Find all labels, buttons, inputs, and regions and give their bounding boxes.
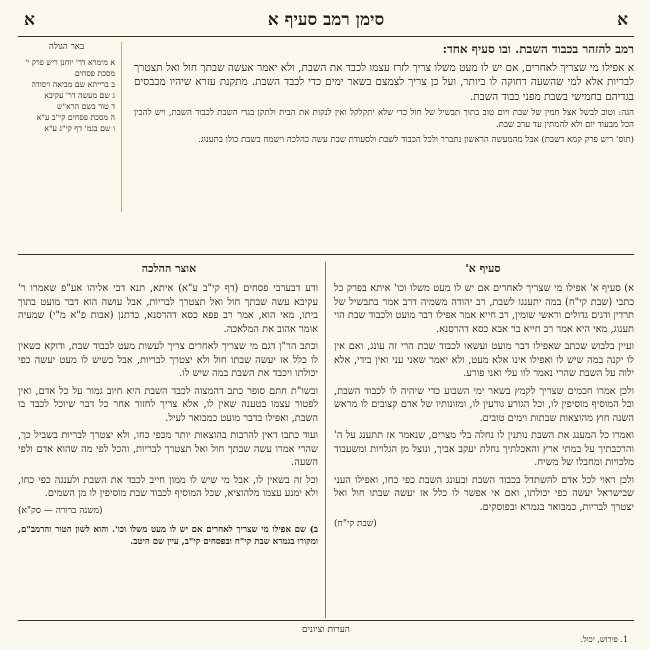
commentary-paragraph: ולכן אמרו חכמים שצריך לקמץ בשאר ימי השבוע כדי שיהיה לו לכבוד השבת, וכל המוסיף מוסיפין לו, וכל הגורע גורעין לו, ומזונותיו של אדם קצובים לו מראש השנה חוץ מהוצאות שבתות וימים טובים.	[334, 385, 634, 424]
baer-note: ה מסכת פסחים קי"ב ע"א	[36, 113, 115, 122]
footer-title: הערות וציונים	[302, 625, 350, 635]
baer-hagolah-column	[18, 42, 122, 212]
commentary-paragraph: א) סעיף א' אפילו מי שצריך לאחרים אם יש לו מעט משלו וכו' איתא בפרק כל כתבי (שבת קי"ח) במה יתענגו לשבת, רב יהודה משמיה דרב אמר בתבשיל של תרדין ודגים גדולים וראשי שומין, רב חייא אמר אפילו דבר מועט ולכבוד שבת הוי תענוג, מאי היא אמר רב חייא בר אבא כסא דהרסנא.	[334, 283, 634, 335]
page-header	[18, 6, 634, 37]
baer-note: ב ברייתא שם מביאה ויסודה	[31, 80, 115, 89]
gloss-paragraph: (תוס' ריש פרק קמא דשבת) אבל מהמעשה הראשון נתברר ולכל הכבוד לשבת ולסעודת שבת עשה כהלכה וישמח בשבת כולו בתענוג.	[198, 135, 634, 146]
page-footer	[18, 620, 634, 647]
commentary-paragraph: וכל זה בשאין לו, אבל מי שיש לו ממון חייב לכבד את השבת ולענגה כפי כחו, ולא ימנע עצמו מלהוציא, שכל המוסיף לכבוד שבת מוסיפין לו מן השמים.	[18, 474, 318, 499]
baer-note: ו שם בגמ' דף קי"ג ע"א	[44, 124, 115, 133]
commentary-paragraph: ואמרו כל המענג את השבת נותנין לו נחלה בלי מצרים, שנאמר אז תתענג על ה' והרכבתיך על במתי ארץ והאכלתיך נחלת יעקב אביך, ונוצל מן הגלויות ומשעבוד מלכויות ומחבלו של משיח.	[334, 430, 634, 468]
section-divider	[18, 254, 634, 255]
right-commentary-column	[334, 282, 634, 619]
commentary-citation: (משנה ברורה — סק"א)	[18, 505, 103, 516]
baer-hagolah-title: באר הגולה	[48, 42, 85, 52]
baer-note: א מימרא דר' יוחנן ריש פרק י' מסכת פסחים	[25, 58, 115, 78]
commentary-paragraph: וכתב הר"ן דגם מי שצריך לאחרים צריך לעשות מעט לכבוד שבת, ודוקא כשאין לו כלל אז יעשה שבתו חול ולא יצטרך לבריות, אבל כשיש לו מעט יעשה כפי יכולתו ויכבד את השבת במה שיש לו.	[18, 341, 318, 379]
commentary-paragraph: ובשו"ת חתם סופר כתב דהמצוה לכבד השבת היא חיוב גמור על כל אדם, ואין לפטור עצמו בטענה שאין לו, אלא צריך לחזור אחר כל דבר שיוכל לכבד בו השבת, ואפילו בדבר מועט כמבואר לעיל.	[18, 385, 318, 424]
commentary-paragraph: ועוד כתבו דאין להרבות בהוצאות יותר מכפי כחו, ולא יצטרך לבריות בשביל כך, שהרי אמרו עשה שבתך חול ואל תצטרך לבריות, והכל לפי מה שהוא אדם ולפי השעה.	[18, 430, 318, 468]
main-text-paragraph: א אפילו מי שצריך לאחרים, אם יש לו מעט משלו צריך לזרז עצמו לכבד את השבת, ולא יאמר אעשה שבתך חול ואל תצטרך לבריות אלא למי שהשעה דחוקה לו ביותר, ועל כן צריך לצמצם בשאר ימים כדי לכבד השבת. מתקנת עזרא שיהיו מכבסים בגדיהם בחמישי בשבת מפני כבוד השבת.	[134, 61, 634, 103]
left-commentary-column	[18, 282, 318, 619]
document-page	[18, 6, 634, 646]
baer-note: ד טור בשם הרא"ש	[57, 102, 115, 111]
commentary-citation: (שבת קי"ח)	[334, 519, 377, 529]
commentary-paragraph: ודע דבערבי פסחים (דף קי"ב ע"א) איתא, תנא דבי אליהו אע"פ שאמרו ר' עקיבא עשה שבתך חול ואל תצטרך לבריות, אבל עושה הוא דבר מועט בתוך ביתו, מאי הוא, אמר רב פפא כסא דהרסנא, כדתנן (אבות פ"א מ"י) שמעיה אומר אהוב את המלאכה.	[18, 283, 318, 335]
gloss-paragraph: הגה: וטוב לבשל אצל חמין של שבת ויום טוב בתוך תבשיל של חול כדי שלא יתקלקל ואין לנקות את הבית ולתקן בגדי השבת לכבוד השבת, ויש להכין הכל מבעוד יום ולא להמתין עד ערב שבת.	[134, 108, 634, 131]
page-title: סימן רמב סעיף א	[267, 10, 385, 30]
header-letter-left: א	[24, 10, 35, 30]
left-column-heading: אוצר ההלכה	[141, 262, 197, 275]
commentary-paragraph: ולכן ראוי לכל אדם להשתדל בכבוד השבת ובעונג השבת כפי כחו, ואפילו העני שבישראל יעשה כפי יכולתו, ואם אי אפשר לו כלל אז יעשה שבתו חול ואל יצטרך לבריות, כמבואר בגמרא ובפוסקים.	[334, 474, 634, 513]
header-letter-right: א	[617, 10, 628, 30]
column-divider	[325, 262, 326, 618]
footer-note: 1. פירוש, יכול.	[580, 635, 628, 644]
commentary-paragraph-b: ב) שם אפילו מי שצריך לאחרים אם יש לו מעט משלו וכו'. והוא לשון הטור והרמב"ם, ומקורו בגמרא שבת קי"ח ובפסחים קי"ב, עיין שם היטב.	[18, 525, 318, 547]
main-text-heading: רמב להזהר בכבוד השבת. ובו סעיף אחד:	[442, 42, 634, 56]
right-column-heading: סעיף א'	[465, 262, 501, 275]
baer-note: ג שם מעשה דר' עקיבא	[44, 91, 115, 100]
commentary-paragraph: ועיין בלבוש שכתב שאפילו דבר מועט ועשאו לכבוד שבת הרי זה עונג, ואם אין לו יקנה במה שיש לו ואפילו אינו אלא מעט, ולא יאמר שאני עני ואין בידי, אלא ילוה על השבת שהרי נאמר לוו עלי ואני פורע.	[334, 341, 634, 379]
main-text-block	[134, 42, 634, 252]
